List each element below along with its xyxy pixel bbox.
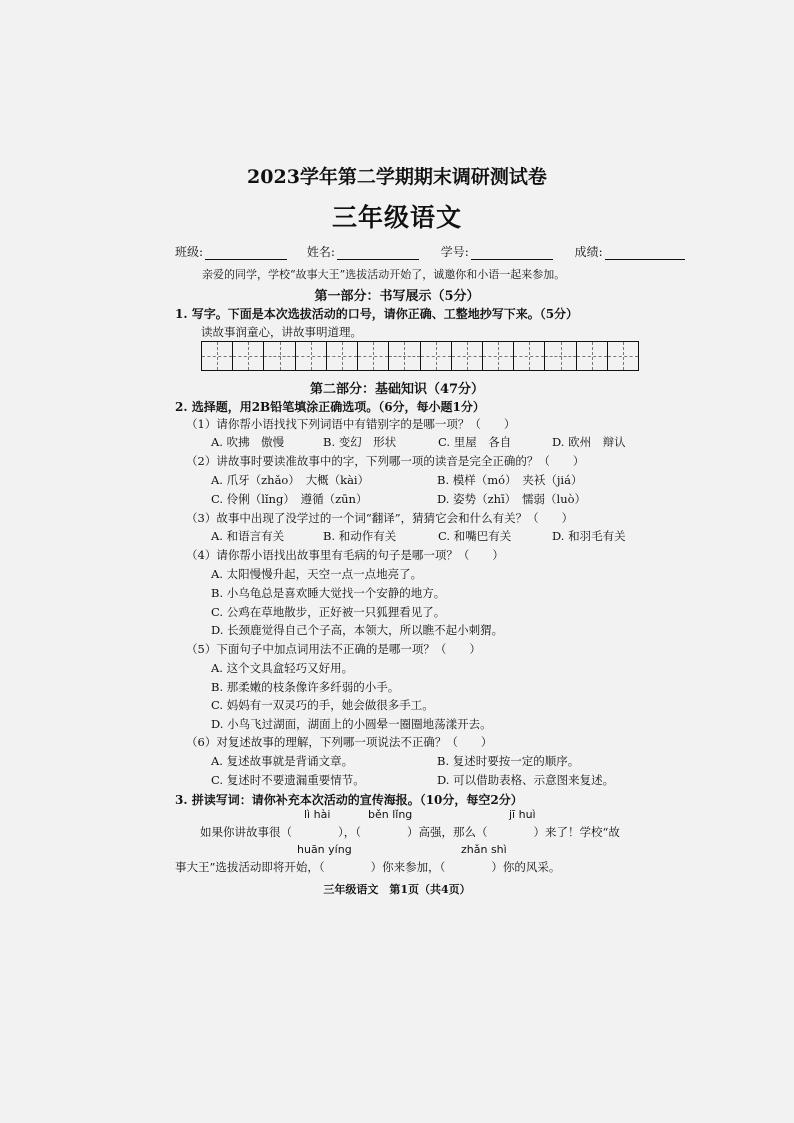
q2-6-option-b[interactable]: B. 复述时要按一定的顺序。 [437, 754, 580, 768]
part2-heading: 第二部分：基础知识（47分） [309, 382, 485, 397]
pinyin-benling: běn lǐng [368, 808, 413, 821]
student-info-row [175, 243, 685, 260]
q2-4-stem: （4）请你帮小语找出故事里有毛病的句子是哪一项？（ ） [186, 548, 504, 562]
q2-3-option-a[interactable]: A. 和语言有关 [211, 529, 285, 543]
question-3: 3. 拼读写词：请你补充本次活动的宣传海报。（10分，每空2分） [175, 793, 523, 807]
score-label: 成绩: [574, 245, 603, 259]
q2-1-option-a[interactable]: A. 吹拂 傲慢 [211, 435, 285, 449]
q2-4-option-a[interactable]: A. 太阳慢慢升起，天空一点一点地亮了。 [211, 567, 423, 581]
grid-cell[interactable] [514, 342, 545, 370]
q3-sentence-2: 事大王”选拔活动即将开始，（ ）你来参加，（ ）你的风采。 [175, 860, 561, 874]
grid-cell[interactable] [421, 342, 452, 370]
q2-6-option-d[interactable]: D. 可以借助表格、示意图来复述。 [437, 773, 615, 787]
q2-1-option-d[interactable]: D. 欧州 辩认 [552, 435, 626, 449]
class-label: 班级: [175, 245, 204, 259]
grid-cell[interactable] [202, 342, 233, 370]
score-field[interactable] [605, 247, 685, 260]
part1-heading: 第一部分：书写展示（5分） [314, 289, 480, 304]
q2-6-option-a[interactable]: A. 复述故事就是背诵文章。 [211, 754, 354, 768]
q2-3-option-c[interactable]: C. 和嘴巴有关 [438, 529, 512, 543]
q2-2-option-d[interactable]: D. 姿势（zhī） 懦弱（luò） [437, 492, 587, 506]
number-field[interactable] [471, 247, 553, 260]
exam-title: 2023学年第二学期期末调研测试卷 [247, 166, 547, 188]
q2-6-stem: （6）对复述故事的理解，下列哪一项说法不正确？（ ） [186, 735, 493, 749]
grid-cell[interactable] [608, 342, 638, 370]
q2-5-option-b[interactable]: B. 那柔嫩的枝条像许多纤弱的小手。 [211, 680, 400, 694]
grid-cell[interactable] [452, 342, 483, 370]
question-1: 1. 写字。下面是本次选拔活动的口号，请你正确、工整地抄写下来。（5分） [175, 307, 579, 321]
pinyin-zhanshi: zhǎn shì [461, 843, 507, 856]
number-label: 学号: [440, 245, 469, 259]
q2-2-option-c[interactable]: C. 伶俐（lǐng） 遵循（zūn） [211, 492, 368, 506]
q2-5-option-a[interactable]: A. 这个文具盒轻巧又好用。 [211, 661, 354, 675]
grid-cell[interactable] [545, 342, 576, 370]
slogan-text: 读故事润童心，讲故事明道理。 [201, 325, 362, 339]
subject-title: 三年级语文 [331, 203, 462, 232]
pinyin-huanying: huān yíng [297, 843, 352, 856]
q2-2-option-b[interactable]: B. 模样（mó） 夹袄（jiá） [437, 473, 583, 487]
grid-cell[interactable] [264, 342, 295, 370]
q2-4-option-c[interactable]: C. 公鸡在草地散步，正好被一只狐狸看见了。 [211, 605, 446, 619]
q2-4-option-d[interactable]: D. 长颈鹿觉得自己个子高，本领大，所以瞧不起小刺猬。 [211, 623, 504, 637]
q2-5-option-d[interactable]: D. 小鸟飞过湖面，湖面上的小圆晕一圈圈地荡漾开去。 [211, 717, 492, 731]
pinyin-lihai: lì hài [304, 808, 331, 821]
grid-cell[interactable] [327, 342, 358, 370]
q2-5-option-c[interactable]: C. 妈妈有一双灵巧的手，她会做很多手工。 [211, 698, 434, 712]
grid-cell[interactable] [577, 342, 608, 370]
grid-cell[interactable] [358, 342, 389, 370]
q2-1-option-c[interactable]: C. 里屋 各自 [438, 435, 512, 449]
grid-cell[interactable] [389, 342, 420, 370]
writing-grid[interactable] [201, 341, 639, 371]
grid-cell[interactable] [296, 342, 327, 370]
q2-3-option-d[interactable]: D. 和羽毛有关 [552, 529, 626, 543]
q2-3-option-b[interactable]: B. 和动作有关 [323, 529, 397, 543]
pinyin-jihui: jī huì [509, 808, 536, 821]
q2-3-stem: （3）故事中出现了没学过的一个词“翻译”，猜猜它会和什么有关？（ ） [186, 511, 574, 525]
name-label: 姓名: [306, 245, 335, 259]
grid-cell[interactable] [233, 342, 264, 370]
q2-4-option-b[interactable]: B. 小乌龟总是喜欢睡大觉找一个安静的地方。 [211, 586, 446, 600]
page-footer: 三年级语文 第1页（共4页） [323, 883, 471, 896]
q2-1-stem: （1）请你帮小语找找下列词语中有错别字的是哪一项？（ ） [186, 417, 516, 431]
grid-cell[interactable] [483, 342, 514, 370]
q2-6-option-c[interactable]: C. 复述时不要遗漏重要情节。 [211, 773, 365, 787]
q3-sentence-1: 如果你讲故事很（ ），（ ）高强，那么（ ）来了！学校“故 [200, 825, 620, 839]
q2-2-option-a[interactable]: A. 爪牙（zhǎo） 大概（kài） [211, 473, 370, 487]
intro-text: 亲爱的同学，学校“故事大王”选拔活动开始了，诚邀你和小语一起来参加。 [202, 268, 566, 281]
q2-5-stem: （5）下面句子中加点词用法不正确的是哪一项？（ ） [186, 642, 481, 656]
question-2: 2. 选择题，用2B铅笔填涂正确选项。（6分，每小题1分） [175, 400, 485, 414]
q2-2-stem: （2）讲故事时要读准故事中的字，下列哪一项的读音是完全正确的？（ ） [186, 454, 585, 468]
q2-1-option-b[interactable]: B. 变幻 形状 [323, 435, 397, 449]
class-field[interactable] [205, 247, 287, 260]
name-field[interactable] [337, 247, 419, 260]
